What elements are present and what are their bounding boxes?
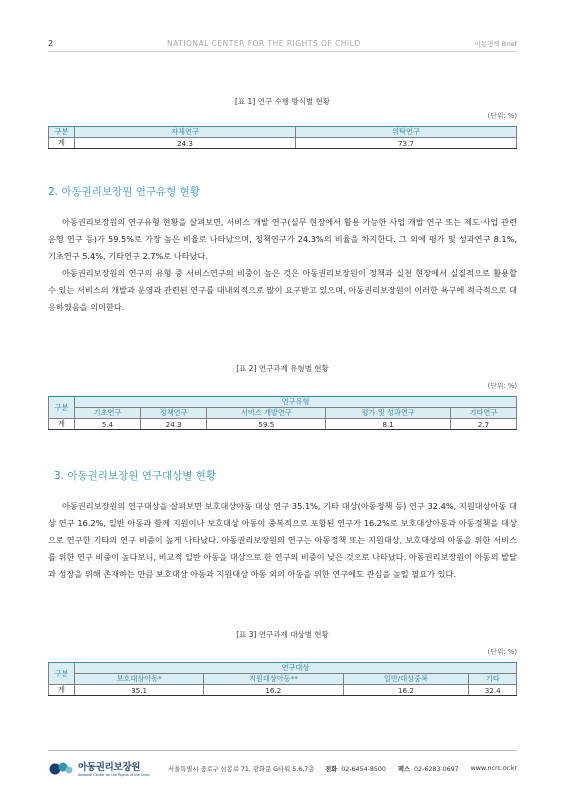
footer-website[interactable]: www.ncrc.or.kr (470, 764, 517, 772)
table3-row-label: 계 (49, 685, 75, 696)
logo-korean-name: 아동권리보장원 (78, 762, 141, 773)
table3-row-header: 구분 (49, 663, 75, 685)
header-center-title: NATIONAL CENTER FOR THE RIGHTS OF CHILD (167, 38, 361, 48)
organization-logo (48, 759, 168, 777)
page-header (48, 36, 517, 50)
footer-divider (48, 750, 517, 751)
table1-unit: (단위: %) (487, 112, 517, 120)
table1-caption: [표 1] 연구 수행 방식별 현황 (235, 97, 330, 106)
table1-col-header: 자체연구 (75, 127, 296, 138)
table2-col-header: 정책연구 (141, 408, 207, 419)
section2-paragraph: 아동권리보장원의 연구의 유형 중 서비스연구의 비중이 높은 것은 아동권리보장원이 정책과 실천 현장에서 실질적으로 활용할 수 있는 서비스의 개발과 운영과 관련된 연구를 대내외적으로 많이 요구받고 있으며, 아동권리보장원이 이러한 욕구에 적극적으로 대응하였음을 의미한다. (48, 268, 517, 312)
table3-caption: [표 3] 연구과제 대상별 현황 (236, 630, 329, 639)
page-footer (48, 757, 517, 779)
table2-row-header: 구분 (49, 397, 75, 419)
header-right-title: 아동정책 Brief (474, 39, 517, 48)
table3-cell: 16.2 (343, 685, 469, 696)
footer-fax (398, 764, 459, 773)
phone-number: 02-6454-8500 (341, 765, 386, 773)
section3-title: 3. 아동권리보장원 연구대상별 현황 (54, 470, 217, 482)
table1-row-label: 계 (49, 138, 75, 149)
table2-caption: [표 2] 연구과제 유형별 현황 (236, 364, 329, 373)
table2 (48, 396, 517, 430)
table1-cell: 24.3 (75, 138, 296, 149)
table3-col-header: 지원대상아동** (204, 674, 343, 685)
table3-col-header: 일반/대상중복 (343, 674, 469, 685)
table1-col-header: 위탁연구 (296, 127, 517, 138)
section2-body (48, 214, 517, 316)
section2-paragraph: 아동권리보장원의 연구유형 현황을 살펴보면, 서비스 개발 연구(실무 현장에서 활용 가능한 사업 개발 연구 또는 제도·사업 관련 운영 연구 등)가 59.5%로 가장 높은 비율로 나타났으며, 정책연구가 24.3%의 비율을 차지한다. 그 외에 평가 및 성과연구 8.1%, 기초연구 5.4%, 기타연구 2.7%로 나타났다. (48, 217, 517, 261)
table2-cell: 24.3 (141, 419, 207, 430)
table2-col-header: 서비스 개발연구 (207, 408, 326, 419)
table3-cell: 35.1 (75, 685, 204, 696)
section2-title: 2. 아동권리보장원 연구유형 현황 (48, 186, 200, 198)
header-divider (48, 51, 517, 52)
table2-col-header: 평가 및 성과연구 (326, 408, 450, 419)
table2-col-header: 기타연구 (450, 408, 516, 419)
logo-english-name: National Center for the Rights of the Child (78, 773, 150, 777)
table2-cell: 8.1 (326, 419, 450, 430)
page-number: 2 (48, 38, 54, 48)
section3-body (48, 498, 517, 583)
table3-group-header: 연구대상 (75, 663, 517, 674)
fax-number: 02-6283-0697 (414, 765, 459, 773)
table2-cell: 5.4 (75, 419, 141, 430)
table3-col-header: 기타 (469, 674, 517, 685)
section3-paragraph: 아동권리보장원의 연구대상을 살펴보면 보호대상아동 대상 연구 35.1%, 기타 대상(아동정책 등) 연구 32.4%, 지원대상아동 대상 연구 16.2%, 일반 아동과 함께 지원이나 보호대상 아동이 중복적으로 포함된 연구가 16.2%로 보호대상아동과 아동정책을 대상으로 연구한 기타의 연구 비중이 높게 나타났다. 아동권리보장원의 연구는 아동정책 또는 지원대상, 보호대상의 아동을 위한 서비스를 위한 연구 비중이 높다보니, 비교적 일반 아동을 대상으로 한 연구의 비중이 낮은 것으로 나타났다. 아동권리보장원이 아동의 발달과 성장을 위해 존재하는 만큼 보호대상 아동과 지원대상 아동 외의 아동을 위한 연구에도 관심을 높일 필요가 있다. (48, 501, 517, 579)
table3-cell: 16.2 (204, 685, 343, 696)
table1-row-header: 구분 (49, 127, 75, 138)
table3-unit: (단위: %) (487, 648, 517, 656)
table2-group-header: 연구유형 (75, 397, 517, 408)
table2-cell: 2.7 (450, 419, 516, 430)
table3-col-header: 보호대상아동* (75, 674, 204, 685)
table3 (48, 662, 517, 696)
table1 (48, 126, 517, 149)
table1-cell: 73.7 (296, 138, 517, 149)
logo-emblem-icon (48, 760, 74, 776)
table2-cell: 59.5 (207, 419, 326, 430)
table3-cell: 32.4 (469, 685, 517, 696)
phone-label: 전화 (325, 765, 338, 773)
footer-phone (325, 764, 386, 773)
table2-unit: (단위: %) (487, 382, 517, 390)
table2-row-label: 계 (49, 419, 75, 430)
table2-col-header: 기초연구 (75, 408, 141, 419)
fax-label: 팩스 (397, 765, 411, 773)
footer-address: 서울특별시 중로구 삼봉로 71, 광화문 G타워 5,6,7층 (168, 765, 315, 773)
